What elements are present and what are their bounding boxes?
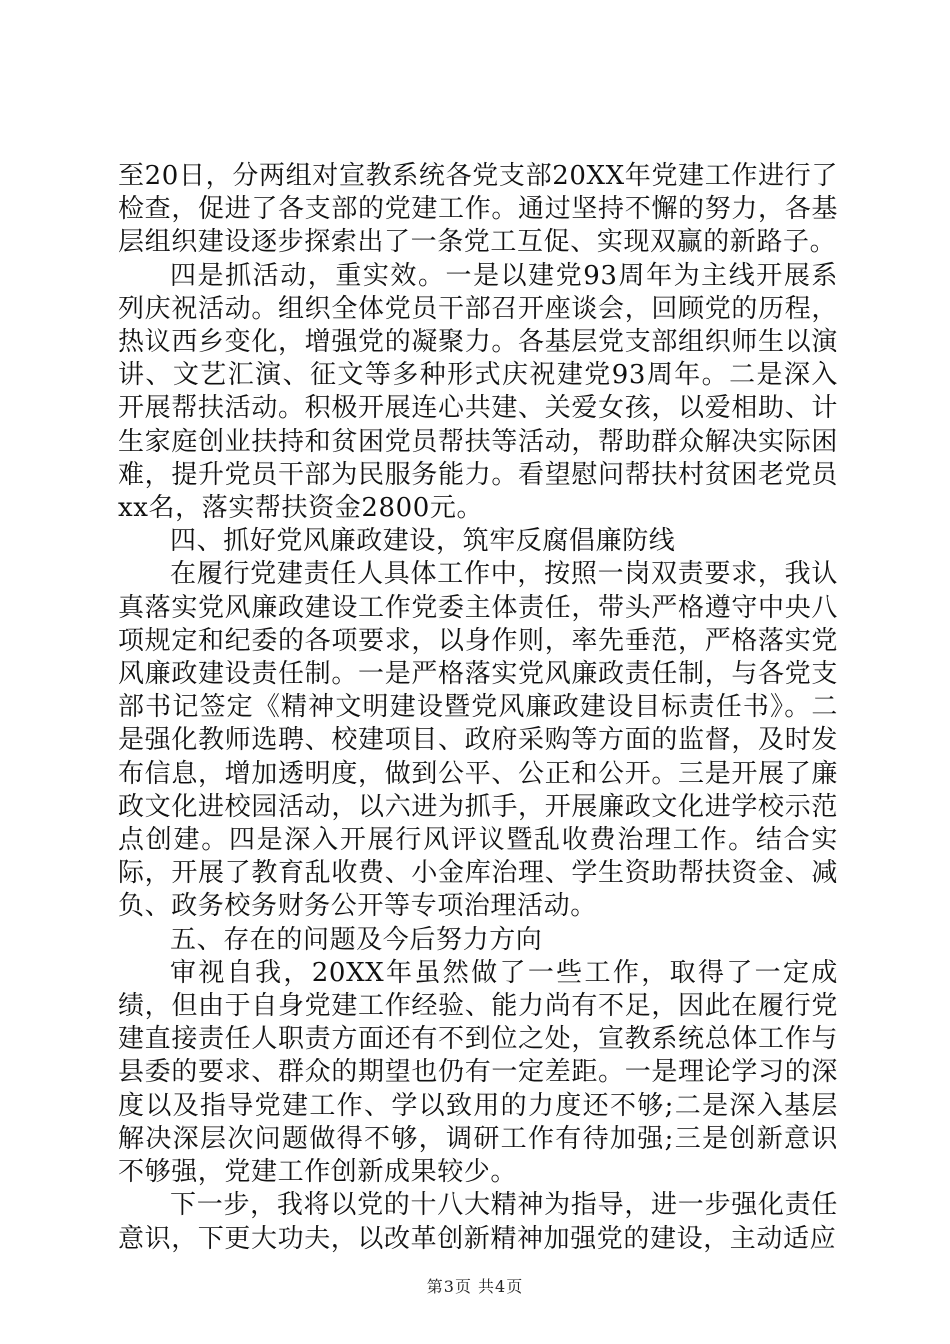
page-number-footer: 第3页 共4页 xyxy=(426,1277,524,1296)
paragraph-integrity: 在履行党建责任人具体工作中，按照一岗双责要求，我认真落实党风廉政建设工作党委主体责任，带头严格遵守中央八项规定和纪委的各项要求，以身作则，率先垂范，严格落实党风廉政建设责任制。一是严格落实党风廉政责任制，与各党支部书记签定《精神文明建设暨党风廉政建设目标责任书》。二是强化教师选聘、校建项目、政府采购等方面的监督，及时发布信息，增加透明度，做到公平、公正和公开。三是开展了廉政文化进校园活动，以六进为抓手，开展廉政文化进学校示范点创建。四是深入开展行风评议暨乱收费治理工作。结合实际，开展了教育乱收费、小金库治理、学生资助帮扶资金、减负、政务校务财务公开等专项治理活动。 xyxy=(118,559,838,922)
paragraph-continuation: 至20日，分两组对宣教系统各党支部20XX年党建工作进行了检查，促进了各支部的党建工作。通过坚持不懈的努力，各基层组织建设逐步探索出了一条党工互促、实现双赢的新路子。 xyxy=(118,161,838,258)
section-heading-integrity: 四、抓好党风廉政建设，筑牢反腐倡廉防线 xyxy=(170,526,676,557)
paragraph-activities: 四是抓活动，重实效。一是以建党93周年为主线开展系列庆祝活动。组织全体党员干部召开座谈会，回顾党的历程，热议西乡变化，增强党的凝聚力。各基层党支部组织师生以演讲、文艺汇演、征文等多种形式庆祝建党93周年。二是深入开展帮扶活动。积极开展连心共建、关爱女孩，以爱相助、计生家庭创业扶持和贫困党员帮扶等活动，帮助群众解决实际困难，提升党员干部为民服务能力。看望慰问帮扶村贫困老党员xx名，落实帮扶资金2800元。 xyxy=(118,260,838,524)
document-body xyxy=(118,160,838,1256)
paragraph-self-review: 审视自我，20XX年虽然做了一些工作，取得了一定成绩，但由于自身党建工作经验、能力尚有不足，因此在履行党建直接责任人职责方面还有不到位之处，宣教系统总体工作与县委的要求、群众的期望也仍有一定差距。一是理论学习的深度以及指导党建工作、学以致用的力度还不够;二是深入基层解决深层次问题做得不够，调研工作有待加强;三是创新意识不够强，党建工作创新成果较少。 xyxy=(118,957,838,1188)
section-heading-problems: 五、存在的问题及今后努力方向 xyxy=(170,924,543,955)
paragraph-next-step: 下一步，我将以党的十八大精神为指导，进一步强化责任意识，下更大功夫，以改革创新精神加强党的建设，主动适应 xyxy=(118,1190,838,1254)
